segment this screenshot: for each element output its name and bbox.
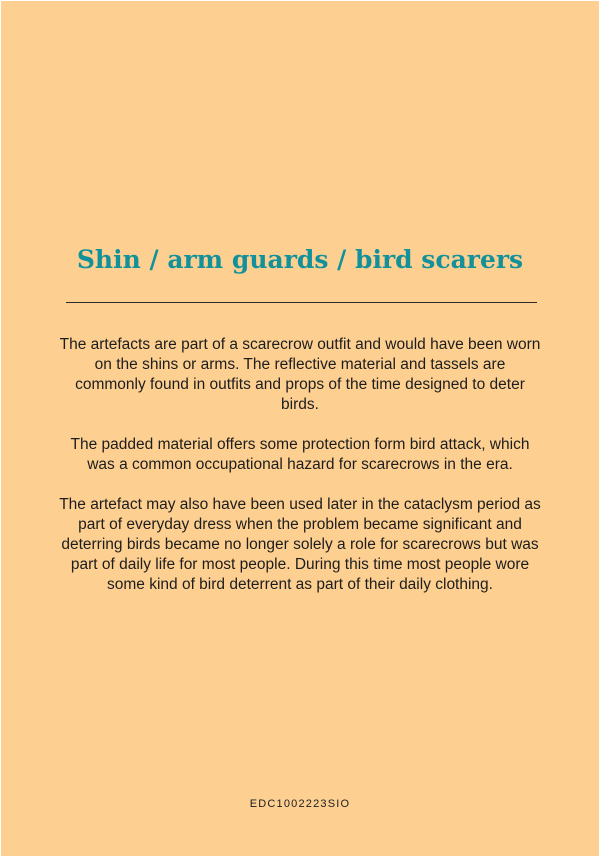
reference-code: EDC1002223SIO (249, 798, 351, 810)
paragraph-2: The padded material offers some protection form bird attack, which was a common occupational hazard for scarecrows in the era. (70, 436, 530, 473)
paragraph-1: The artefacts are part of a scarecrow outfit and would have been worn on the shins or arms. The reflective material and tassels are commonly found in outfits and props of the time designed to deter birds. (59, 336, 541, 413)
document-page (1, 1, 599, 856)
title-divider (66, 302, 537, 303)
paragraph-3: The artefact may also have been used later in the cataclysm period as part of everyday dress when the problem became significant and deterring birds became no longer solely a role for scarecrows but was part of daily life for most people. During this time most people wore some kind of bird deterrent as part of their daily clothing. (59, 496, 541, 593)
document-body (59, 335, 541, 615)
document-title: Shin / arm guards / bird scarers (76, 245, 524, 274)
